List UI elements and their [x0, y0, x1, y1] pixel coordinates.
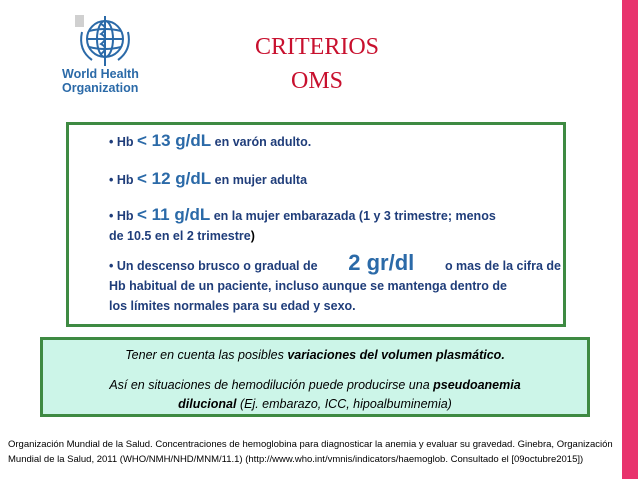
criterion-bullet: • Hb	[109, 135, 134, 149]
criterion-text-2: de 10.5 en el 2 trimestre	[109, 229, 251, 243]
criterion-close: )	[250, 229, 255, 243]
criterion-value: < 11 g/dL	[137, 205, 211, 224]
criterion-women	[109, 169, 561, 190]
criterion-text-post: o mas de la cifra de	[444, 259, 561, 273]
logo-line-1: World Health	[62, 67, 139, 81]
note-line-1	[43, 346, 587, 364]
note-line-2	[43, 376, 587, 394]
note-line-3	[43, 395, 587, 413]
logo-line-2: Organization	[62, 81, 139, 95]
criterion-pregnant	[109, 205, 561, 246]
note-text: Así en situaciones de hemodilución puede producirse una	[109, 378, 434, 392]
criterion-text-2: Hb habitual de un paciente, incluso aunque se mantenga dentro de	[109, 279, 507, 293]
note-emphasis: dilucional	[178, 397, 237, 411]
footer-line-1: Organización Mundial de la Salud. Concentraciones de hemoglobina para diagnosticar la anemia y evaluar su gravedad. Ginebra, Organización	[8, 439, 613, 450]
title-line-2: OMS	[290, 68, 344, 94]
criterion-bullet: • Hb	[109, 209, 134, 223]
criterion-value: 2 gr/dl	[348, 250, 415, 275]
note-emphasis: variaciones del volumen plasmático.	[287, 348, 505, 362]
criterion-text-3: los límites normales para su edad y sexo.	[109, 299, 356, 313]
criterion-value: < 13 g/dL	[137, 131, 212, 150]
criterion-text: en mujer adulta	[214, 173, 308, 187]
criterion-bullet: • Hb	[109, 173, 134, 187]
criterion-text: • Un descenso brusco o gradual de	[109, 259, 318, 273]
footer-reference	[8, 437, 618, 467]
slide-title	[212, 30, 422, 98]
note-text: (Ej. embarazo, ICC, hipoalbuminemia)	[236, 397, 452, 411]
note-emphasis: pseudoanemia	[433, 378, 521, 392]
note-box	[40, 337, 590, 417]
criterion-text: en la mujer embarazada (1 y 3 trimestre; menos	[213, 209, 496, 223]
footer-line-2: Mundial de la Salud, 2011 (WHO/NMH/NHD/MNM/11.1) (http://www.who.int/vmnis/indicators/haemoglob. Consultado el [09octubre2015])	[8, 454, 584, 465]
who-emblem-icon	[74, 12, 136, 70]
criterion-value: < 12 g/dL	[137, 169, 212, 188]
who-logo	[62, 12, 162, 102]
criterion-text: en varón adulto.	[214, 135, 312, 149]
criterion-drop	[109, 250, 561, 316]
criteria-box	[66, 122, 566, 327]
title-line-1: CRITERIOS	[254, 34, 379, 60]
note-text: Tener en cuenta las posibles	[125, 348, 288, 362]
who-logo-text	[62, 67, 162, 95]
accent-bar	[622, 0, 638, 479]
criterion-men	[109, 131, 561, 152]
